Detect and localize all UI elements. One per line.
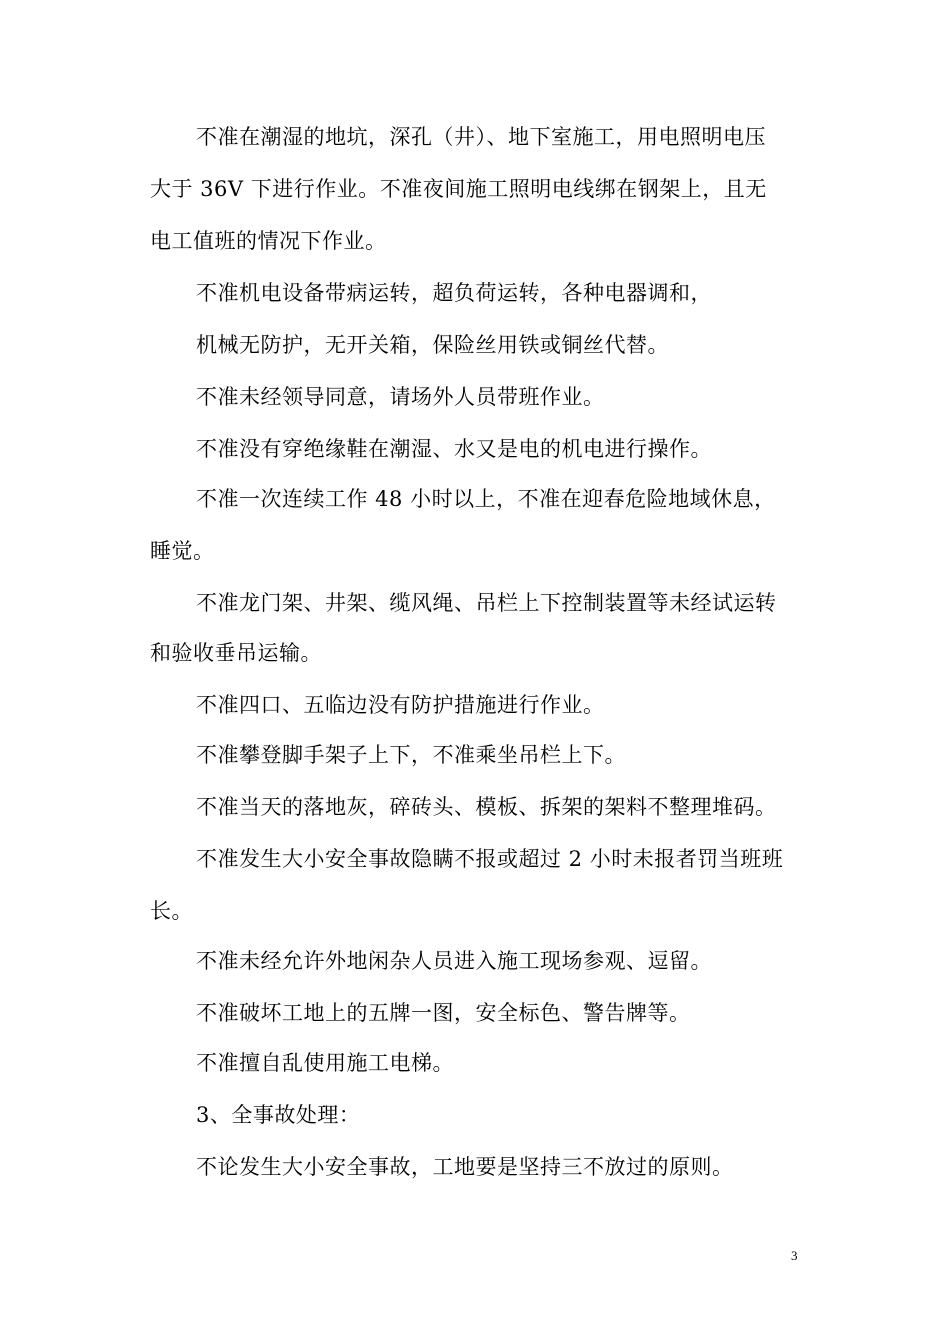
text-line: 不准在潮湿的地坑，深孔（井）、地下室施工，用电照明电压	[196, 125, 766, 149]
text-line: 电工值班的情况下作业。	[150, 229, 387, 253]
text-line: 大于 36V 下进行作业。不准夜间施工照明电线绑在钢架上，且无	[150, 177, 767, 201]
text-line: 不准发生大小安全事故隐瞒不报或超过 2 小时未报者罚当班班	[196, 847, 784, 871]
text-line: 不准当天的落地灰，碎砖头、模板、拆架的架料不整理堆码。	[196, 795, 777, 819]
text-line: 不准一次连续工作 48 小时以上，不准在迎春危险地域休息，	[196, 487, 776, 511]
text-line: 不准擅自乱使用施工电梯。	[196, 1051, 454, 1075]
text-line: 不准没有穿绝缘鞋在潮湿、水又是电的机电进行操作。	[196, 437, 712, 461]
text-line: 睡觉。	[150, 539, 215, 563]
text-line: 不准破坏工地上的五牌一图，安全标色、警告牌等。	[196, 1001, 691, 1025]
text-line: 不准未经允许外地闲杂人员进入施工现场参观、逗留。	[196, 949, 712, 973]
text-line: 不准四口、五临边没有防护措施进行作业。	[196, 693, 605, 717]
section-heading: 3、全事故处理：	[196, 1103, 361, 1127]
text-line: 不准未经领导同意，请场外人员带班作业。	[196, 385, 605, 409]
text-line: 长。	[150, 899, 193, 923]
text-line: 不准机电设备带病运转，超负荷运转，各种电器调和，	[196, 281, 712, 305]
text-line: 不论发生大小安全事故，工地要是坚持三不放过的原则。	[196, 1155, 734, 1179]
text-line: 机械无防护，无开关箱，保险丝用铁或铜丝代替。	[196, 333, 669, 357]
text-line: 和验收垂吊运输。	[150, 641, 322, 665]
text-line: 不准龙门架、井架、缆风绳、吊栏上下控制装置等未经试运转	[196, 591, 777, 615]
page-number: 3	[791, 1248, 798, 1263]
text-line: 不准攀登脚手架子上下，不准乘坐吊栏上下。	[196, 743, 626, 767]
